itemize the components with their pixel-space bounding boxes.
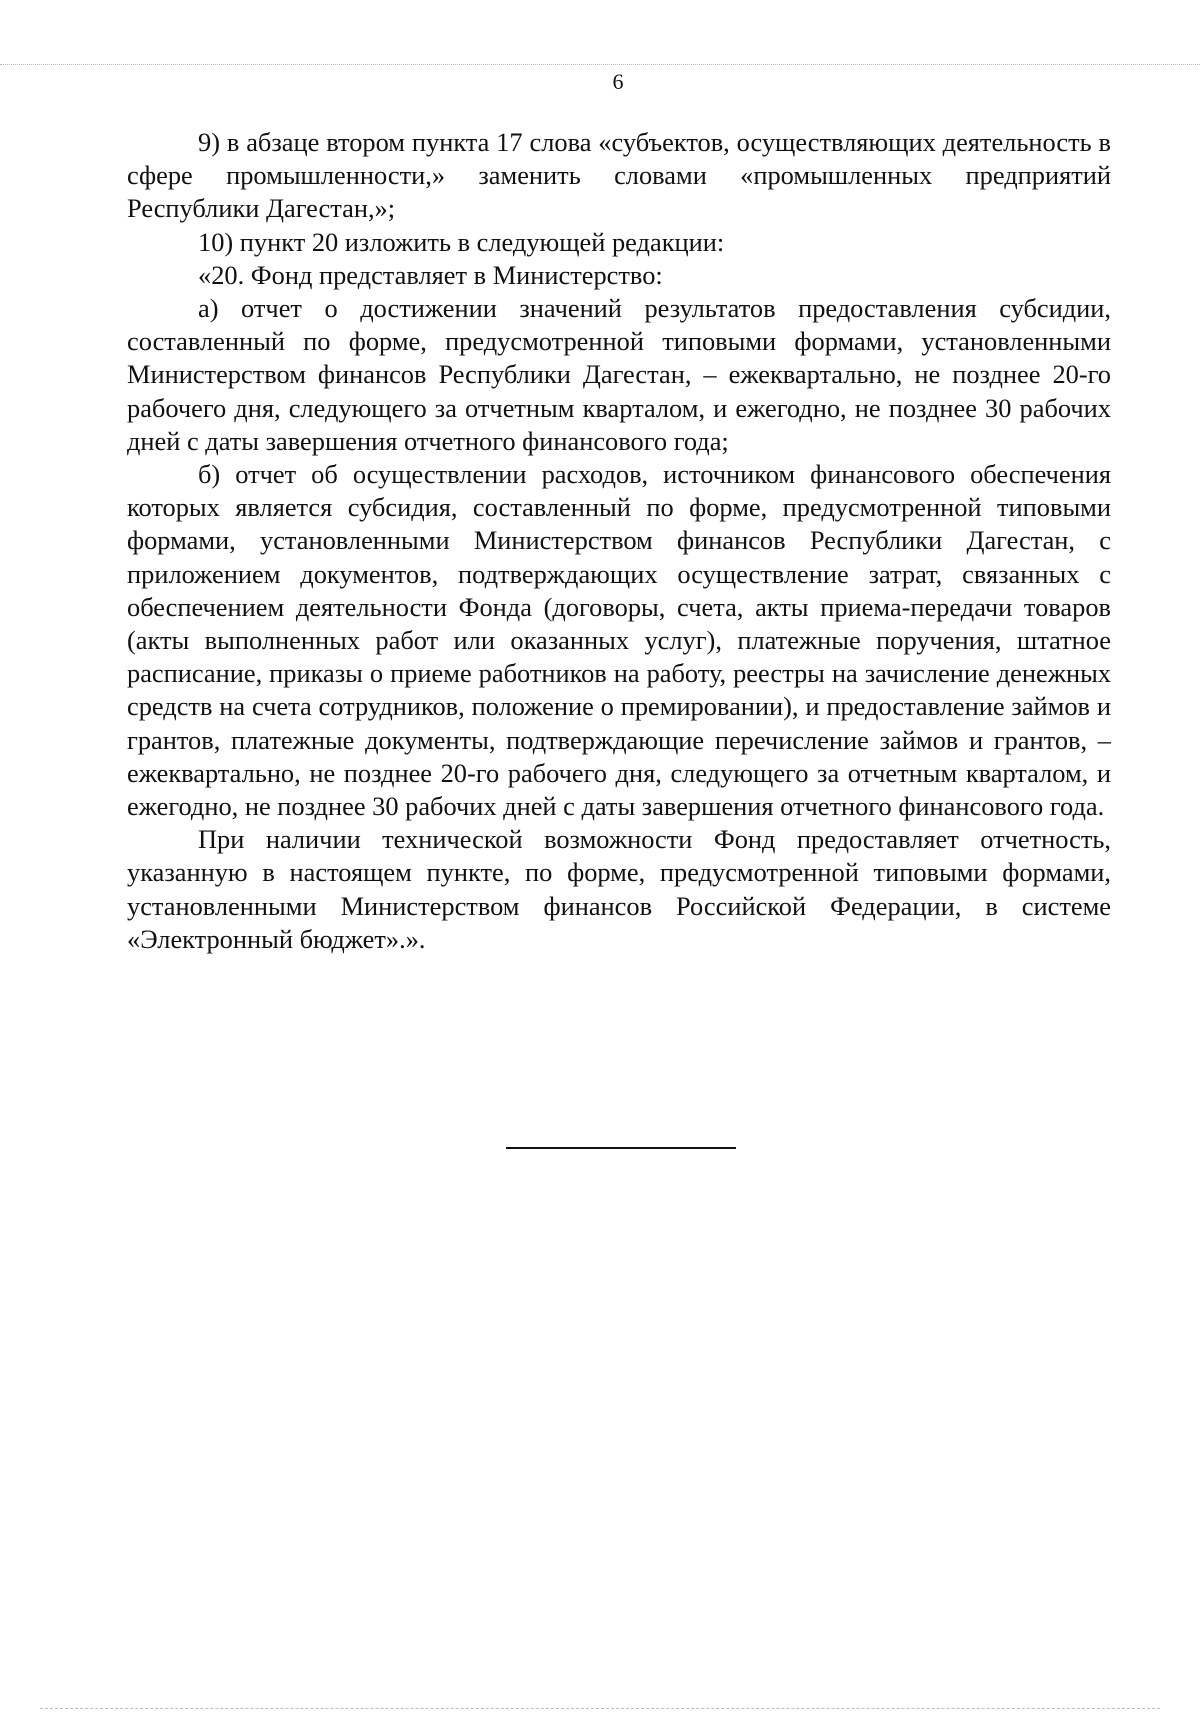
- end-separator-line: [506, 1147, 736, 1149]
- paragraph-point-20-heading: «20. Фонд представляет в Министерство:: [198, 259, 663, 290]
- document-body: [127, 126, 1111, 956]
- paragraph-subitem-a: а) отчет о достижении значений результатов предоставления субсидии, составленный по форме, предусмотренной типовыми формами, установленными Министерством финансов Республики Дагестан, – ежеквартально, не позднее 20-го рабочего дня, следующего за отчетным кварталом, и ежегодно, не позднее 30 рабочих дней с даты завершения отчетного финансового года;: [127, 293, 1111, 456]
- paragraph-electronic-budget: При наличии технической возможности Фонд предоставляет отчетность, указанную в настоящем пункте, по форме, предусмотренной типовыми формами, установленными Министерством финансов Российской Федерации, в системе «Электронный бюджет».».: [127, 824, 1111, 954]
- paragraph-item-9: 9) в абзаце втором пункта 17 слова «субъектов, осуществляющих деятельность в сфере промышленности,» заменить словами «промышленных предприятий Республики Дагестан,»;: [127, 127, 1111, 224]
- scan-artifact-bottom: [40, 1708, 1160, 1711]
- paragraph-subitem-b: б) отчет об осуществлении расходов, источником финансового обеспечения которых является субсидия, составленный по форме, предусмотренной типовыми формами, установленными Министерством финансов Республики Дагестан, с приложением документов, подтверждающих осуществление затрат, связанных с обеспечением деятельности Фонда (договоры, счета, акты приема-передачи товаров (акты выполненных работ или оказанных услуг), платежные поручения, штатное расписание, приказы о приеме работников на работу, реестры на зачисление денежных средств на счета сотрудников, положение о премировании), и предоставление займов и грантов, платежные документы, подтверждающие перечисление займов и грантов, – ежеквартально, не позднее 20-го рабочего дня, следующего за отчетным кварталом, и ежегодно, не позднее 30 рабочих дней с даты завершения отчетного финансового года.: [127, 459, 1111, 822]
- scan-artifact-top: [0, 64, 1200, 67]
- page-number: 6: [612, 69, 624, 94]
- paragraph-item-10: 10) пункт 20 изложить в следующей редакции:: [198, 226, 725, 257]
